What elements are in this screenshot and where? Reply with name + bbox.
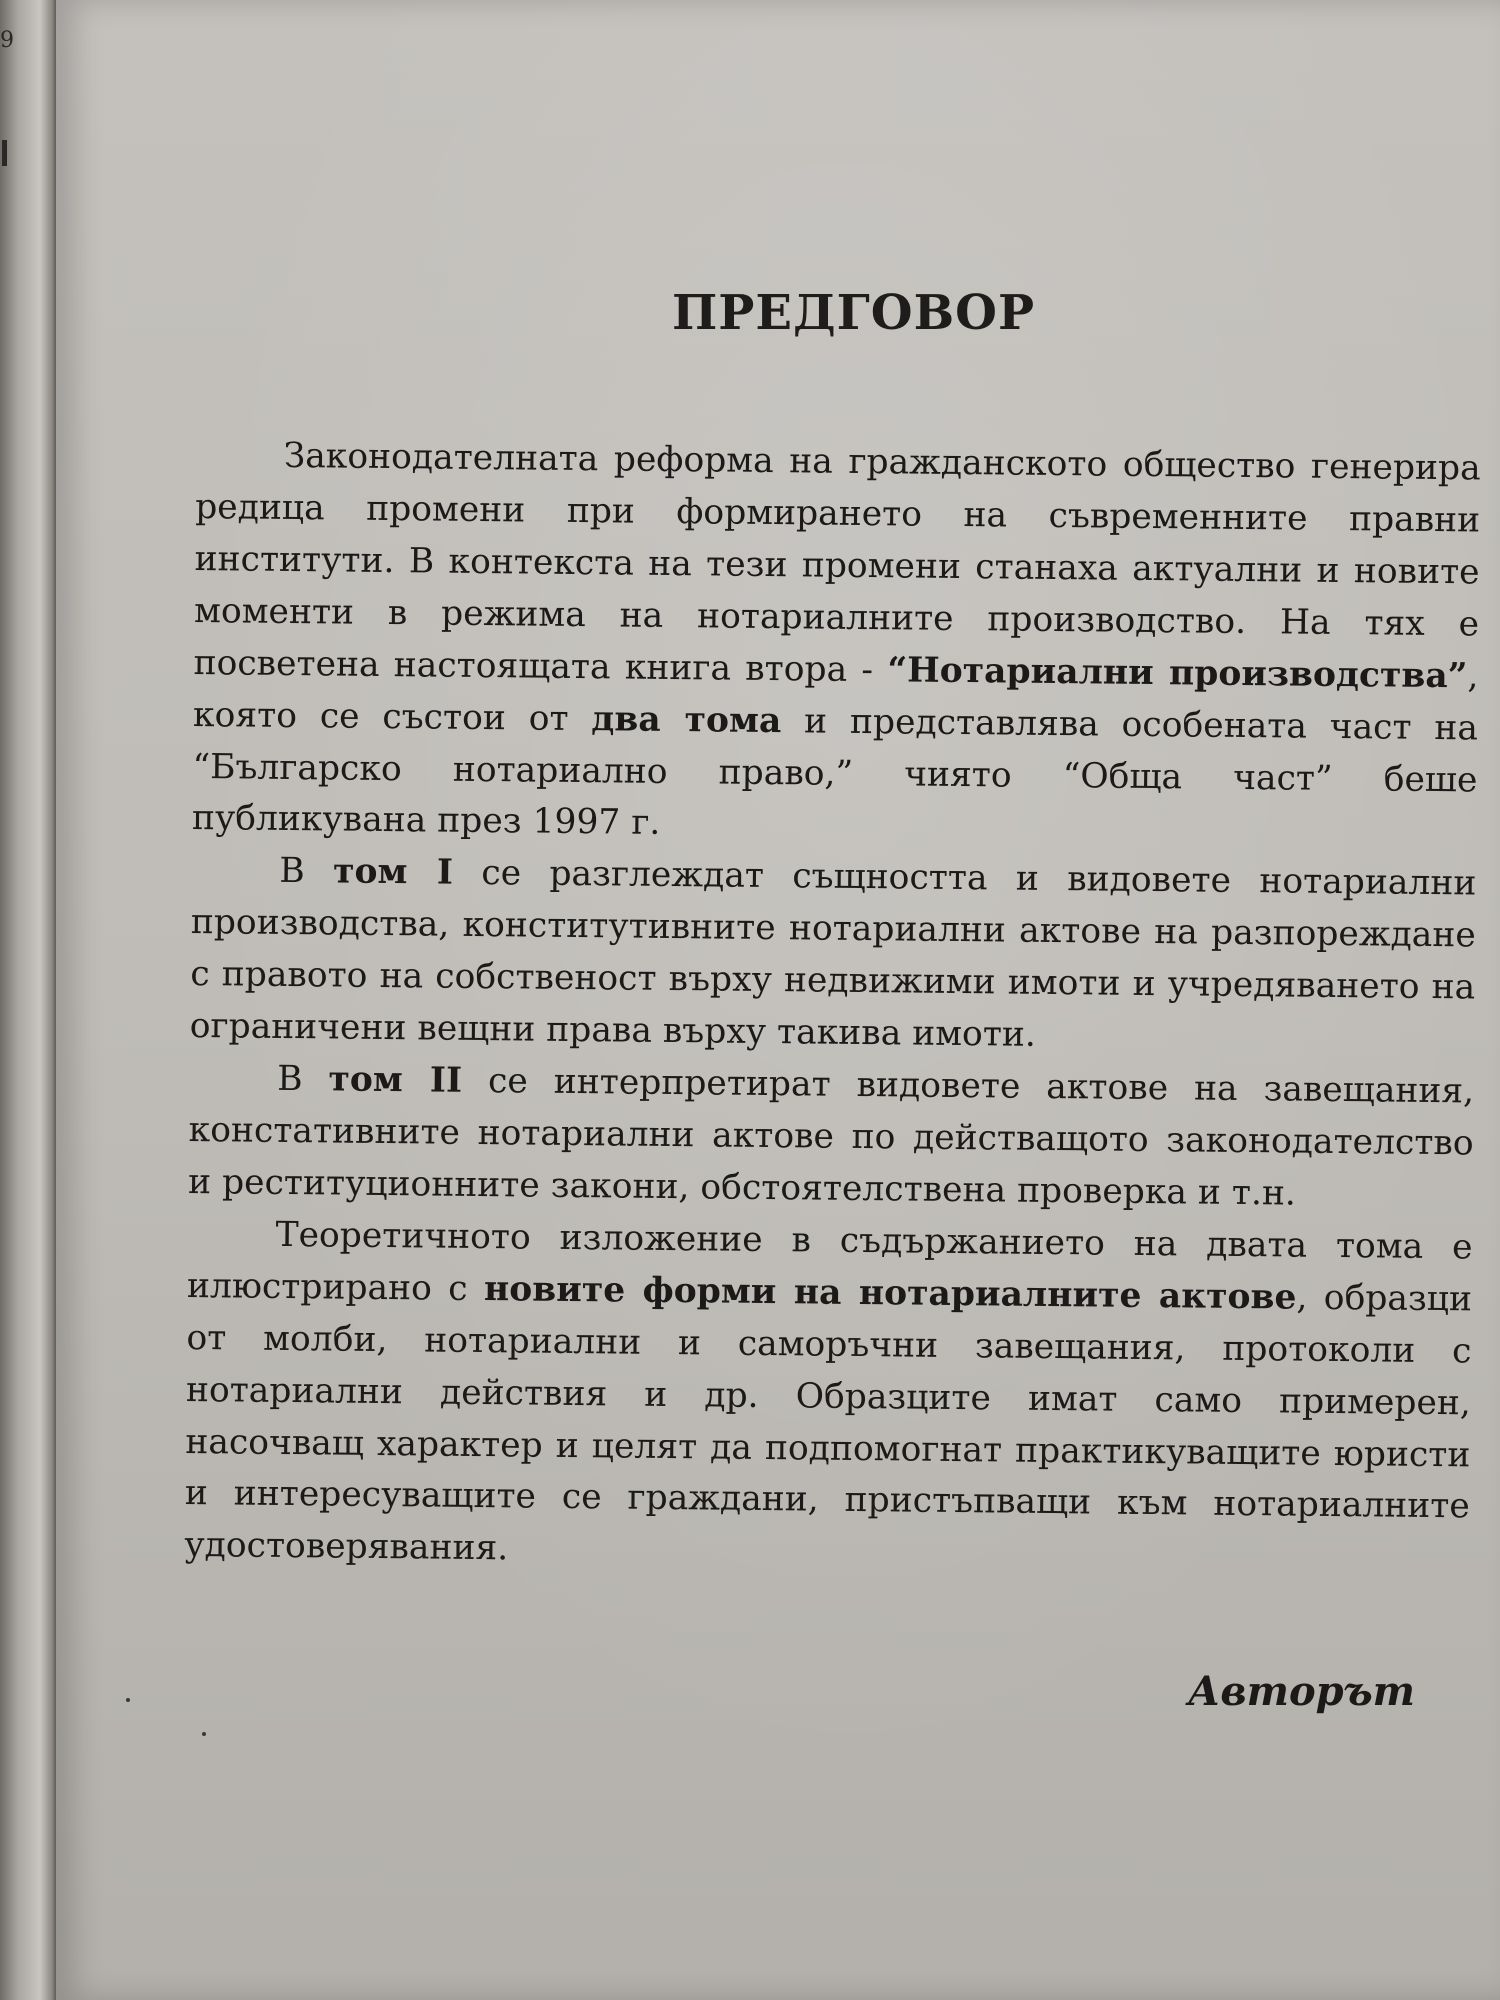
paragraph-1 [192, 430, 1481, 859]
paragraph-3-text: се интерпретират видовете актове на завещания, констативните нотариални актове по действащото законодателство и реституционните закони, обстоятелствена проверка и т.н. [187, 1060, 1475, 1214]
paragraph-2-text: се разглеждат същността и видовете нотариални производства, конститутивните нотариални актове на разпореждане с правото на собственост върху недвижими имоти и учредяването на ограничени вещни права върху такива имоти. [189, 853, 1477, 1055]
paper-speck [126, 1698, 130, 1702]
paragraph-1-text: , която се състои от [192, 656, 1479, 739]
paragraph-4-text: Теоретичното изложение в съдържанието на двата тома е илюстрирано с [186, 1214, 1473, 1309]
author-signature: Авторът [1187, 1668, 1415, 1715]
two-volumes-bold: два тома [591, 698, 782, 741]
paragraph-4 [184, 1209, 1473, 1586]
preface-body [184, 430, 1481, 1586]
paragraph-4-text: , образци от молби, нотариални и саморъчни завещания, протоколи с нотариални действия и др. Образците имат само примерен, насочващ характер и целят да подпомогнат практикуващите юристи и интересуващите се граждани, пристъпващи към нотариалните удостоверявания. [184, 1277, 1473, 1569]
paragraph-2-text: В [279, 851, 334, 892]
previous-page-edge-mark [2, 140, 7, 166]
new-forms-bold: новите форми на нотариалните актове [483, 1268, 1297, 1318]
paragraph-1-text: Законодателната реформа на гражданското общество генерира редица промени при формирането на съвременните правни институти. В контекста на тези промени станаха актуални и новите моменти в режима на нотариалните производство. На тях е посветена настоящата книга втора - [193, 435, 1481, 690]
volume-1-bold: том I [332, 851, 454, 894]
book-title-bold: “Нотариални производства” [887, 649, 1468, 697]
paper-speck [202, 1732, 206, 1736]
paragraph-3 [188, 1053, 1475, 1222]
paragraph-1-text: и представлява особената част на “Българско нотариално право,” чиято “Обща част” беше публикувана през 1997 г. [191, 700, 1479, 844]
previous-page-edge-number: 9 [0, 28, 14, 53]
book-page [56, 0, 1500, 2000]
volume-2-bold: том II [328, 1059, 463, 1101]
paragraph-3-text: В [276, 1058, 329, 1100]
paragraph-2 [189, 845, 1476, 1066]
page-heading: ПРЕДГОВОР [671, 285, 1036, 341]
